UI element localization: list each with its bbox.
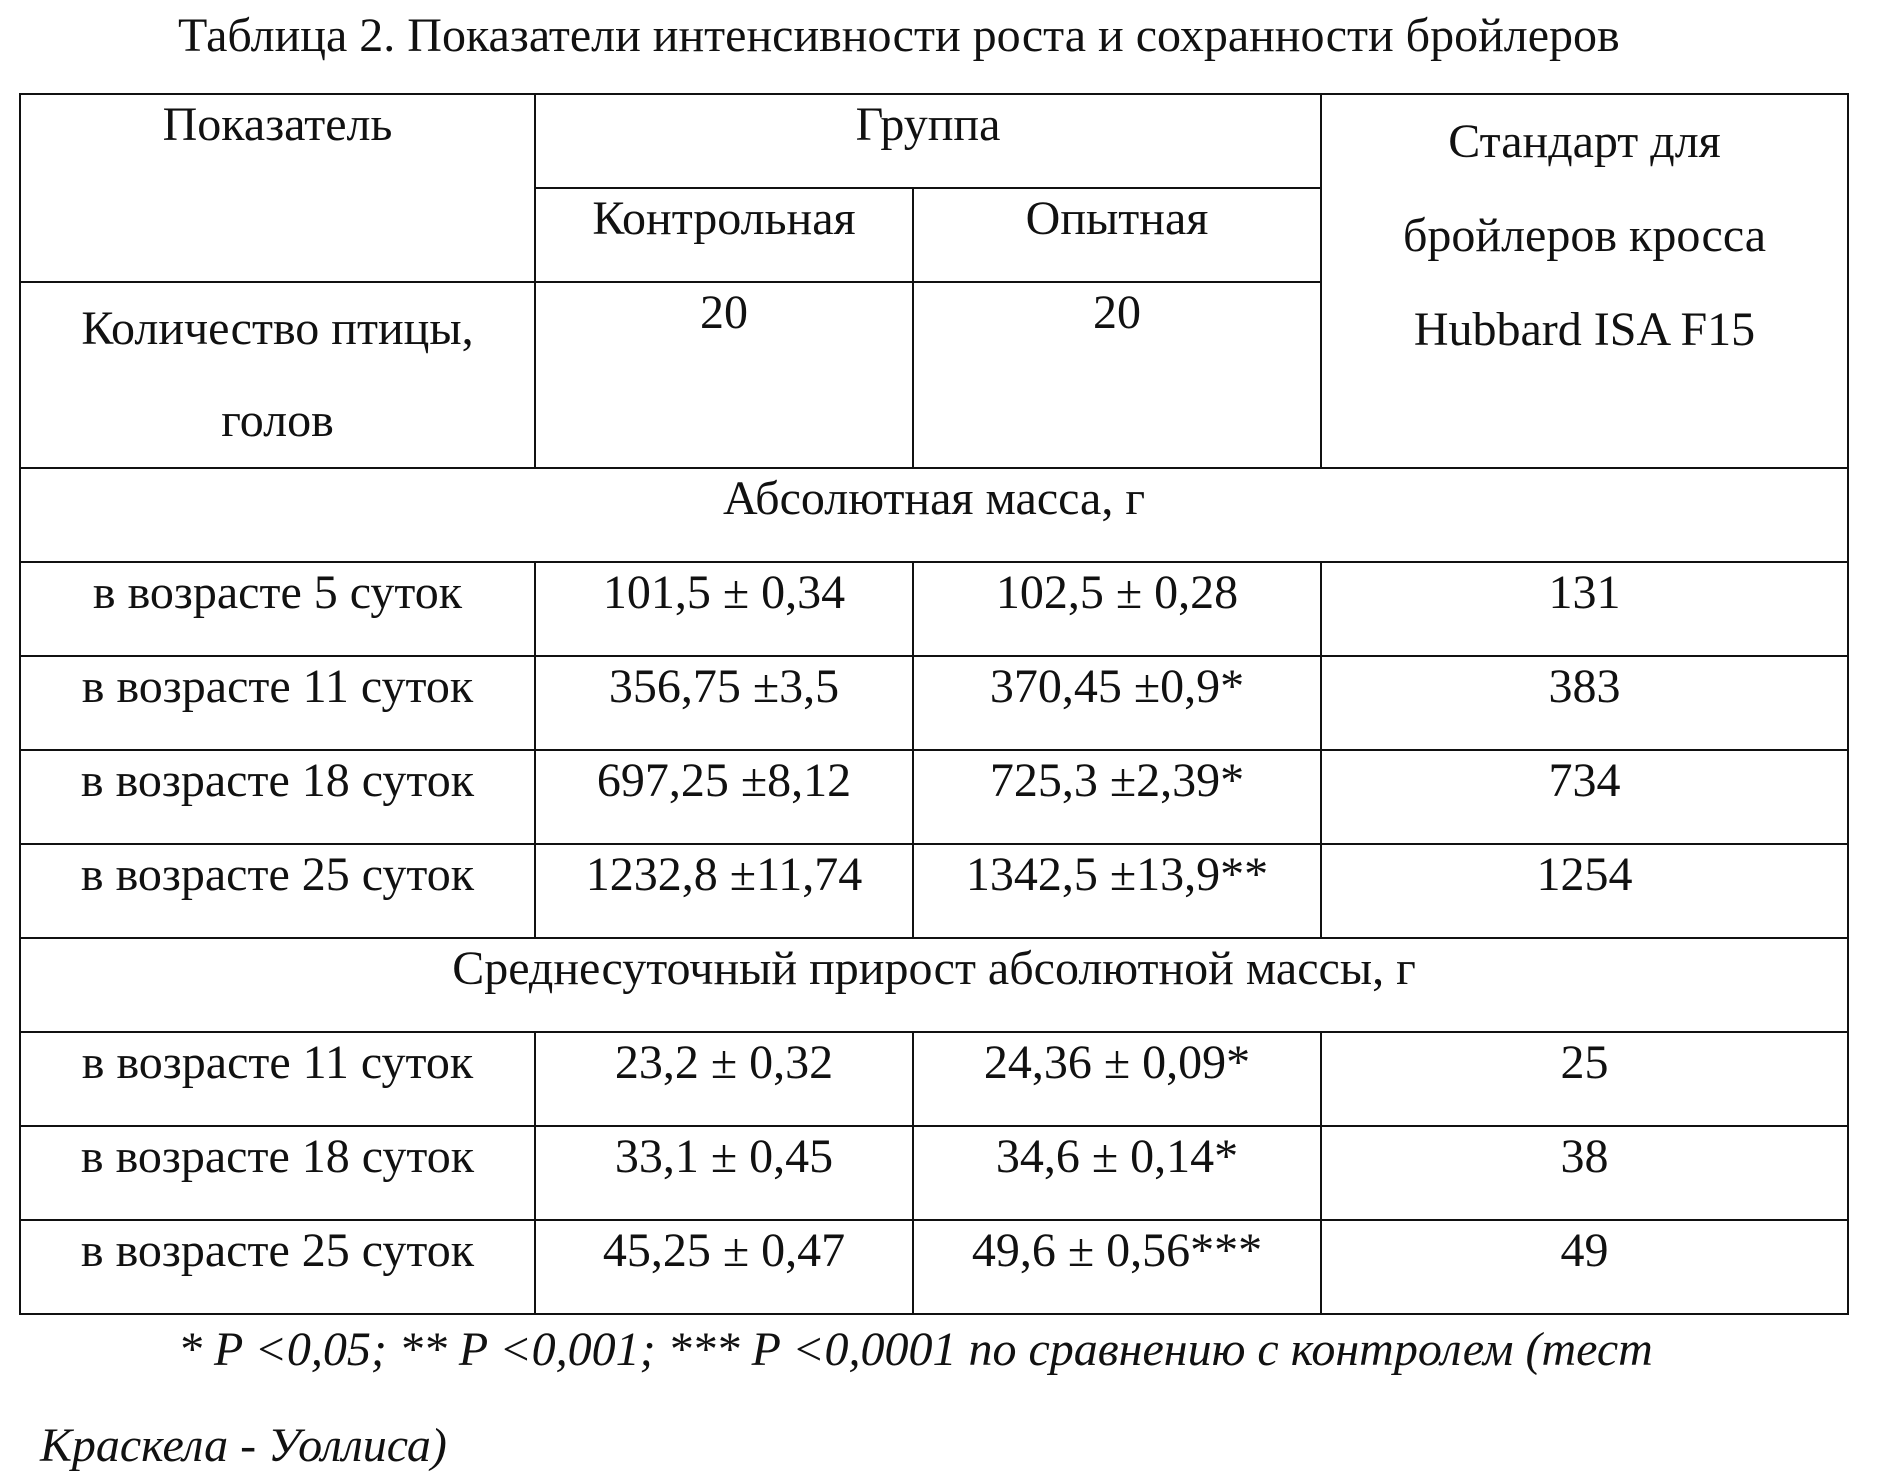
value-experimental: 34,6 ± 0,14* (913, 1126, 1321, 1220)
section-title-absolute-mass: Абсолютная масса, г (20, 468, 1848, 562)
section-title-row (20, 468, 1848, 562)
header-group: Группа (535, 94, 1321, 188)
value-control: 697,25 ±8,12 (535, 750, 913, 844)
value-control: 101,5 ± 0,34 (535, 562, 913, 656)
footnote-test-name: Краскела - Уоллиса) (40, 1419, 447, 1472)
count-control: 20 (535, 282, 913, 468)
value-standard: 1254 (1321, 844, 1848, 938)
header-standard-line2: бройлеров кросса (1402, 209, 1767, 262)
row-label: в возрасте 18 суток (20, 750, 535, 844)
value-experimental: 24,36 ± 0,09* (913, 1032, 1321, 1126)
value-experimental: 370,45 ±0,9* (913, 656, 1321, 750)
table-row (20, 1032, 1848, 1126)
value-standard: 131 (1321, 562, 1848, 656)
table-row (20, 562, 1848, 656)
header-standard (1321, 94, 1848, 468)
row-label: в возрасте 5 суток (20, 562, 535, 656)
header-control: Контрольная (535, 188, 913, 282)
table-row (20, 656, 1848, 750)
value-experimental: 102,5 ± 0,28 (913, 562, 1321, 656)
table-row (20, 750, 1848, 844)
value-control: 356,75 ±3,5 (535, 656, 913, 750)
value-experimental: 1342,5 ±13,9** (913, 844, 1321, 938)
row-label: в возрасте 18 суток (20, 1126, 535, 1220)
value-standard: 38 (1321, 1126, 1848, 1220)
value-standard: 383 (1321, 656, 1848, 750)
table-row (20, 844, 1848, 938)
value-experimental: 49,6 ± 0,56*** (913, 1220, 1321, 1314)
count-experimental: 20 (913, 282, 1321, 468)
section-title-daily-gain: Среднесуточный прирост абсолютной массы, г (20, 938, 1848, 1032)
count-label (20, 282, 535, 468)
value-control: 1232,8 ±11,74 (535, 844, 913, 938)
value-control: 45,25 ± 0,47 (535, 1220, 913, 1314)
header-standard-line1: Стандарт для (1448, 115, 1721, 168)
header-row-group (20, 94, 1848, 188)
header-standard-line3: Hubbard ISA F15 (1413, 303, 1756, 356)
header-indicator: Показатель (20, 94, 535, 282)
row-label: в возрасте 11 суток (20, 656, 535, 750)
row-label: в возрасте 25 суток (20, 844, 535, 938)
value-standard: 25 (1321, 1032, 1848, 1126)
value-experimental: 725,3 ±2,39* (913, 750, 1321, 844)
table-caption: Таблица 2. Показатели интенсивности роста и сохранности бройлеров (178, 9, 1620, 62)
header-experimental: Опытная (913, 188, 1321, 282)
value-control: 23,2 ± 0,32 (535, 1032, 913, 1126)
results-table (19, 93, 1849, 1315)
section-title-row (20, 938, 1848, 1032)
count-label-line2: голов (221, 394, 334, 447)
value-control: 33,1 ± 0,45 (535, 1126, 913, 1220)
table-row (20, 1126, 1848, 1220)
row-label: в возрасте 25 суток (20, 1220, 535, 1314)
footnote-significance: * P <0,05; ** P <0,001; *** P <0,0001 по сравнению с контролем (тест (178, 1323, 1653, 1376)
value-standard: 734 (1321, 750, 1848, 844)
table-row (20, 1220, 1848, 1314)
value-standard: 49 (1321, 1220, 1848, 1314)
count-label-line1: Количество птицы, (81, 302, 474, 355)
row-label: в возрасте 11 суток (20, 1032, 535, 1126)
